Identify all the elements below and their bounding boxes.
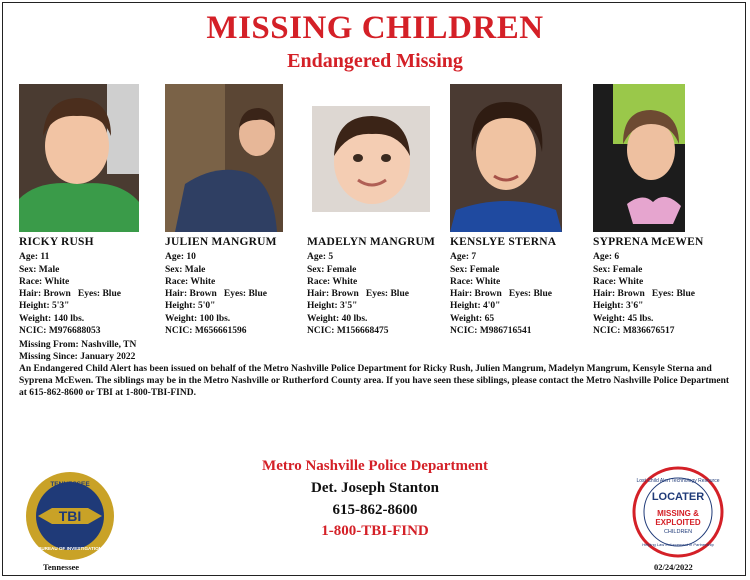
tbi-caption: Tennessee	[43, 562, 80, 572]
tbi-seal-top-text: TENNESSEE	[50, 481, 90, 488]
child-hair-eyes: Hair: Brown Eyes: Blue	[19, 289, 121, 300]
photo-syprena-mcewen	[593, 84, 685, 232]
locater-org1: MISSING &	[657, 509, 699, 518]
child-weight: Weight: 45 lbs.	[593, 313, 654, 324]
child-ncic: NCIC: M986716541	[450, 326, 532, 337]
photo-kenslye-sterna	[450, 84, 562, 232]
missing-since: Missing Since: January 2022	[19, 352, 136, 362]
photo-ricky-rush	[19, 84, 139, 232]
child-ncic: NCIC: M976688053	[19, 326, 101, 337]
locater-bottom-text: Helping Law Enforcement in Partnership	[642, 542, 714, 547]
poster-subtitle: Endangered Missing	[287, 50, 463, 72]
locater-org2: EXPLOITED	[655, 518, 701, 527]
child-weight: Weight: 65	[450, 313, 495, 324]
child-age: Age: 11	[19, 252, 50, 263]
child-hair-eyes: Hair: Brown Eyes: Blue	[307, 289, 409, 300]
locater-arc-text: Lost Child Alert Technology Resource	[636, 478, 720, 484]
child-hair-eyes: Hair: Brown Eyes: Blue	[165, 289, 267, 300]
child-ncic: NCIC: M156668475	[307, 326, 389, 337]
child-name: RICKY RUSH	[19, 236, 94, 248]
child-race: Race: White	[165, 276, 216, 287]
alert-description: An Endangered Child Alert has been issued on behalf of the Metro Nashville Police Department for Ricky Rush, Julien Mangrum, Madelyn Mangrum, Kensyle Sterna and Syprena McEwen. The siblings may be in the Metro Nashville or Rutherford County area. If you have seen these siblings, please contact the Metro Nashville Police Department at 615-862-8600 or TBI at 1-800-TBI-FIND.	[19, 364, 730, 398]
missing-meta	[19, 339, 136, 363]
child-height: Height: 3'5"	[307, 301, 358, 312]
agency-phone: 615-862-8600	[332, 502, 418, 518]
child-name: KENSLYE STERNA	[450, 236, 557, 248]
photo-madelyn-mangrum	[312, 106, 430, 212]
poster-title: MISSING CHILDREN	[206, 10, 544, 46]
child-age: Age: 6	[593, 252, 620, 263]
child-sex: Sex: Female	[450, 264, 500, 275]
tbi-seal-bottom-text: BUREAU OF INVESTIGATION	[38, 546, 102, 551]
tbi-seal-mid-text: TBI	[58, 508, 82, 524]
child-weight: Weight: 140 lbs.	[19, 313, 85, 324]
child-sex: Sex: Male	[19, 264, 60, 275]
child-name: JULIEN MANGRUM	[165, 236, 277, 248]
locater-logo	[632, 466, 724, 558]
child-sex: Sex: Female	[307, 264, 357, 275]
child-height: Height: 3'6"	[593, 301, 644, 312]
child-name: SYPRENA McEWEN	[593, 236, 704, 248]
child-height: Height: 5'0"	[165, 301, 216, 312]
photo-julien-mangrum	[165, 84, 283, 232]
agency-name: Metro Nashville Police Department	[262, 458, 488, 474]
child-height: Height: 5'3"	[19, 301, 70, 312]
missing-from: Missing From: Nashville, TN	[19, 340, 137, 350]
child-race: Race: White	[593, 276, 644, 287]
child-hair-eyes: Hair: Brown Eyes: Blue	[450, 289, 552, 300]
child-race: Race: White	[450, 276, 501, 287]
child-age: Age: 7	[450, 252, 477, 263]
child-race: Race: White	[19, 276, 70, 287]
locater-org3: CHILDREN	[663, 529, 693, 535]
child-ncic: NCIC: M656661596	[165, 326, 247, 337]
child-height: Height: 4'0"	[450, 301, 501, 312]
tbi-phone: 1-800-TBI-FIND	[321, 523, 429, 539]
child-info-julien	[165, 236, 307, 337]
child-name: MADELYN MANGRUM	[307, 236, 436, 248]
locater-word: LOCATER	[651, 491, 705, 503]
child-info-syprena	[593, 236, 735, 337]
child-ncic: NCIC: M836676517	[593, 326, 675, 337]
child-info-madelyn	[307, 236, 449, 337]
child-age: Age: 5	[307, 252, 334, 263]
child-sex: Sex: Female	[593, 264, 643, 275]
child-weight: Weight: 100 lbs.	[165, 313, 231, 324]
child-age: Age: 10	[165, 252, 196, 263]
child-info-ricky	[19, 236, 161, 337]
tbi-seal-logo	[24, 470, 116, 562]
child-hair-eyes: Hair: Brown Eyes: Blue	[593, 289, 695, 300]
detective-name: Det. Joseph Stanton	[311, 480, 439, 496]
child-race: Race: White	[307, 276, 358, 287]
child-sex: Sex: Male	[165, 264, 206, 275]
poster-date: 02/24/2022	[654, 562, 693, 572]
child-weight: Weight: 40 lbs.	[307, 313, 368, 324]
child-info-kenslye	[450, 236, 592, 337]
